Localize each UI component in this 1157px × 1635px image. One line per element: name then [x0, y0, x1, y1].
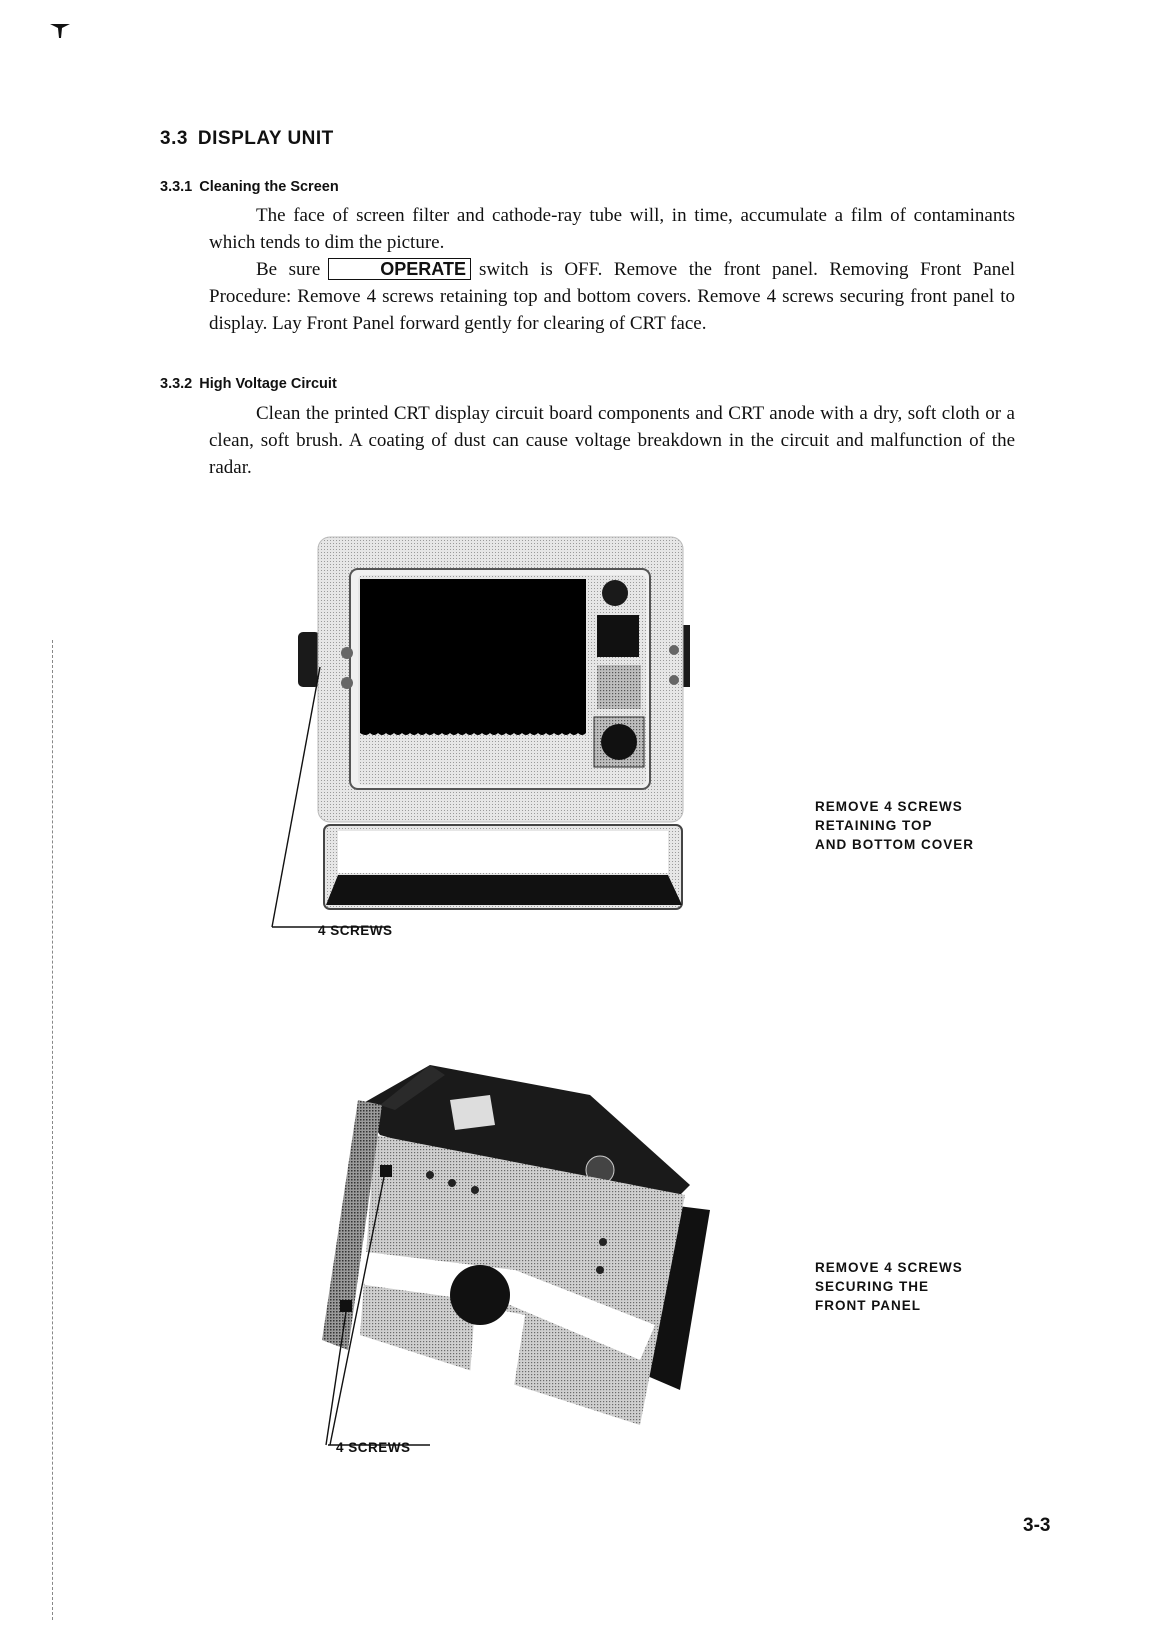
- figure-1-note: [815, 797, 974, 854]
- display-unit-front-photo: [270, 525, 710, 945]
- note-line: AND BOTTOM COVER: [815, 837, 975, 852]
- figure-1-callout: 4 SCREWS: [318, 923, 393, 938]
- note-line: FRONT PANEL: [815, 1298, 921, 1313]
- section-heading: [160, 128, 334, 150]
- registration-mark-icon: [48, 18, 72, 42]
- section-number: 3.3: [160, 128, 188, 149]
- cleaning-paragraph-2: [209, 256, 1015, 337]
- display-unit-open-photo: [270, 1005, 710, 1450]
- text-fragment: switch is OFF. Remove the front panel. Removing Front Panel Procedure: Remove 4 screws retaining top and bottom covers. Remove 4 screws securing front panel to display. Lay Front Panel forward gently for clearing of CRT face.: [209, 259, 1015, 334]
- page-number: 3-3: [1023, 1515, 1051, 1536]
- subsection-number: 3.3.2: [160, 376, 193, 392]
- note-line: REMOVE 4 SCREWS: [815, 1260, 963, 1275]
- subsection-heading-high-voltage: [160, 376, 337, 392]
- cleaning-paragraph-1: The face of screen filter and cathode-ray tube will, in time, accumulate a film of contaminants which tends to dim the picture.: [209, 205, 1015, 253]
- operate-switch-label: OPERATE: [328, 258, 471, 280]
- subsection-title: High Voltage Circuit: [199, 376, 337, 392]
- section-title: DISPLAY UNIT: [197, 128, 334, 149]
- text-fragment: Be sure: [256, 259, 321, 280]
- subsection-number: 3.3.1: [160, 179, 193, 195]
- high-voltage-paragraph: Clean the printed CRT display circuit board components and CRT anode with a dry, soft cloth or a clean, soft brush. A coating of dust can cause voltage breakdown in the circuit and malfunction of the radar.: [209, 403, 1015, 478]
- figure-2-note: [815, 1258, 963, 1315]
- cleaning-body: [209, 202, 1015, 337]
- note-line: REMOVE 4 SCREWS: [815, 799, 963, 814]
- high-voltage-body: [209, 400, 1015, 481]
- note-line: RETAINING TOP: [815, 818, 933, 833]
- binding-edge-line: [52, 640, 53, 1620]
- note-line: SECURING THE: [815, 1279, 930, 1294]
- figure-2-callout: 4 SCREWS: [336, 1440, 411, 1455]
- subsection-heading-cleaning: [160, 179, 339, 195]
- subsection-title: Cleaning the Screen: [199, 179, 339, 195]
